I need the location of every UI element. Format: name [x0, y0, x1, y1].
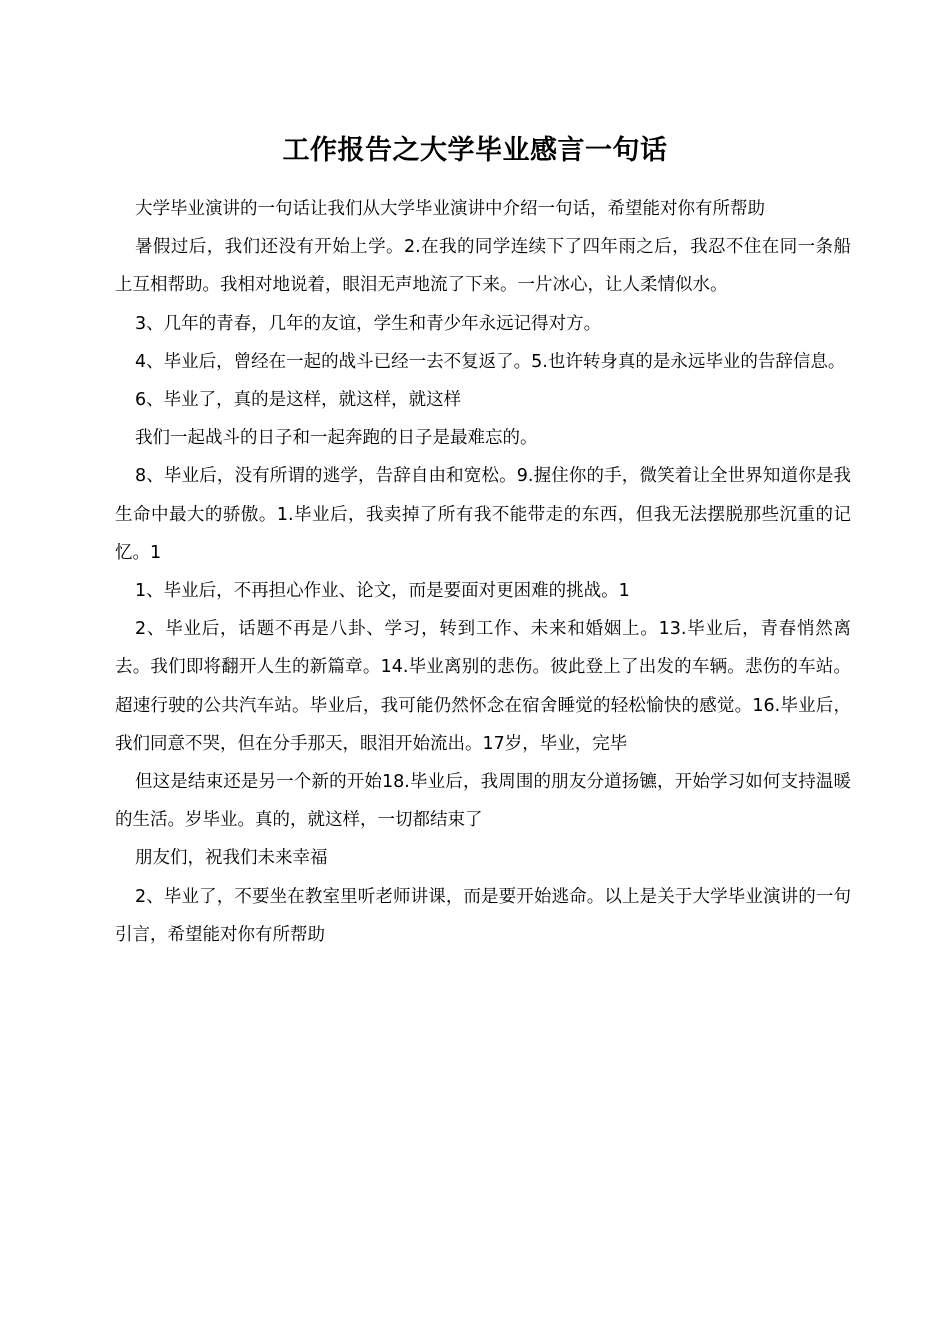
paragraph: 3、几年的青春，几年的友谊，学生和青少年永远记得对方。 [135, 313, 602, 334]
paragraph: 6、毕业了，真的是这样，就这样，就这样 [135, 390, 462, 411]
paragraph: 2、毕业了，不要坐在教室里听老师讲课，而是要开始逃命。以上是关于大学毕业演讲的一句引言，希望能对你有所帮助 [115, 886, 851, 945]
document-title: 工作报告之大学毕业感言一句话 [282, 135, 668, 166]
paragraph: 大学毕业演讲的一句话让我们从大学毕业演讲中介绍一句话，希望能对你有所帮助 [135, 199, 765, 219]
paragraph: 但这是结束还是另一个新的开始18.毕业后，我周围的朋友分道扬镳，开始学习如何支持温暖的生活。岁毕业。真的，就这样，一切都结束了 [115, 772, 851, 831]
paragraph: 朋友们，祝我们未来幸福 [135, 848, 328, 869]
document-body [115, 190, 851, 954]
paragraph: 8、毕业后，没有所谓的逃学，告辞自由和宽松。9.握住你的手，微笑着让全世界知道你是我生命中最大的骄傲。1.毕业后，我卖掉了所有我不能带走的东西，但我无法摆脱那些沉重的记忆。1 [115, 466, 851, 563]
paragraph: 4、毕业后，曾经在一起的战斗已经一去不复返了。5.也许转身真的是永远毕业的告辞信息。 [135, 351, 846, 372]
paragraph: 2、毕业后，话题不再是八卦、学习，转到工作、未来和婚姻上。13.毕业后，青春悄然离去。我们即将翻开人生的新篇章。14.毕业离别的悲伤。彼此登上了出发的车辆。悲伤的车站。超速行驶的公共汽车站。毕业后，我可能仍然怀念在宿舍睡觉的轻松愉快的感觉。16.毕业后，我们同意不哭，但在分手那天，眼泪开始流出。17岁，毕业，完毕 [115, 619, 851, 754]
paragraph: 暑假过后，我们还没有开始上学。2.在我的同学连续下了四年雨之后，我忍不住在同一条船上互相帮助。我相对地说着，眼泪无声地流了下来。一片冰心，让人柔情似水。 [115, 237, 851, 296]
paragraph: 我们一起战斗的日子和一起奔跑的日子是最难忘的。 [135, 428, 538, 449]
paragraph: 1、毕业后，不再担心作业、论文，而是要面对更困难的挑战。1 [135, 581, 630, 602]
